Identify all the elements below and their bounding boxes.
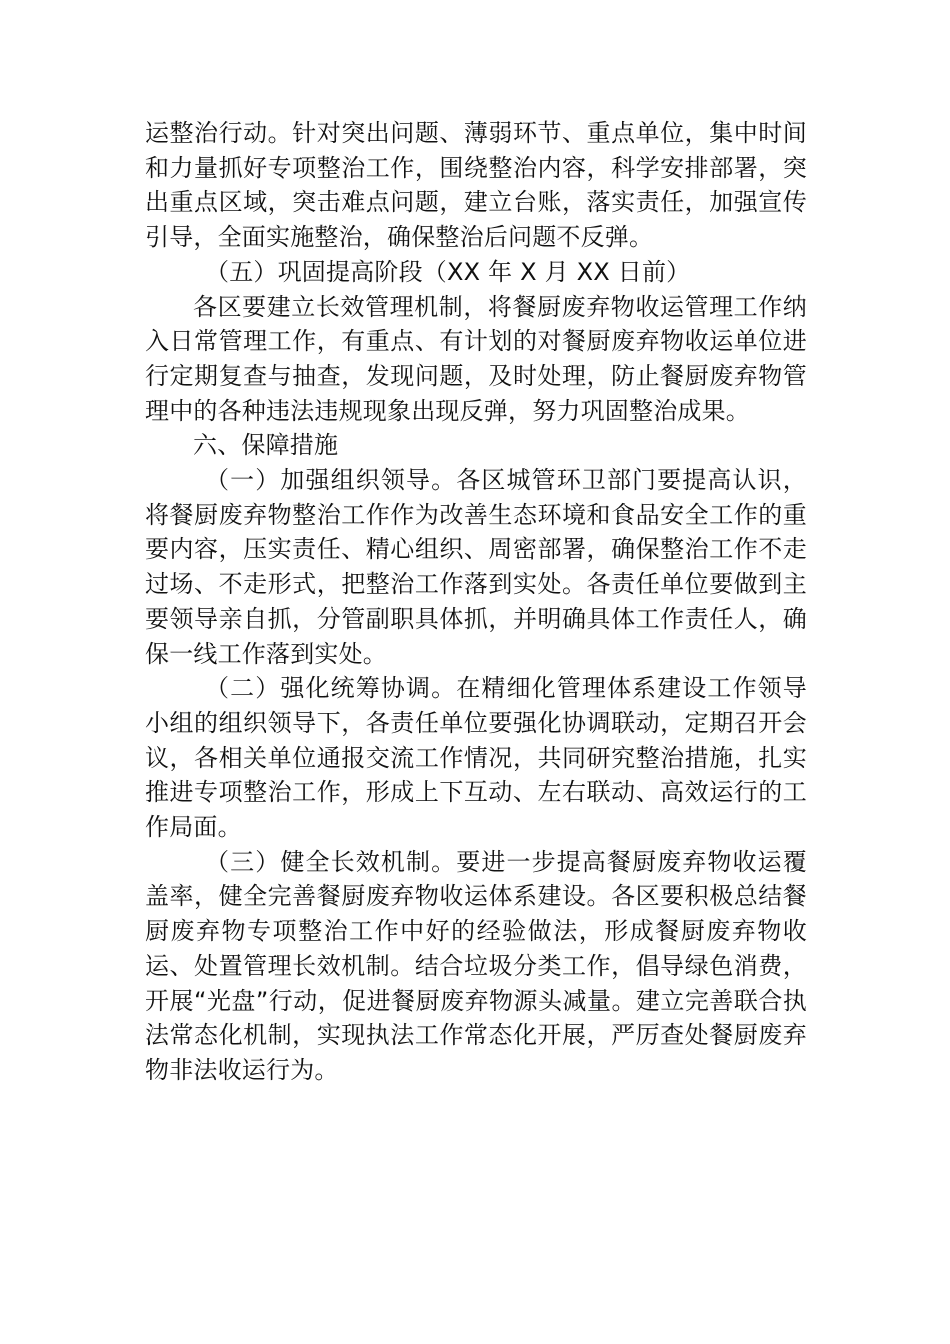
paragraph-stage-5: 各区要建立长效管理机制，将餐厨废弃物收运管理工作纳入日常管理工作，有重点、有计划的对餐厨废弃物收运单位进行定期复查与抽查，发现问题，及时处理，防止餐厨废弃物管理中的各种违法违规现象出现反弹，努力巩固整治成果。 [145,292,807,425]
paragraph-measure-3: （三）健全长效机制。要进一步提高餐厨废弃物收运覆盖率，健全完善餐厨废弃物收运体系建设。各区要积极总结餐厨废弃物专项整治工作中好的经验做法，形成餐厨废弃物收运、处置管理长效机制。结合垃圾分类工作，倡导绿色消费，开展“光盘”行动，促进餐厨废弃物源头减量。建立完善联合执法常态化机制，实现执法工作常态化开展，严厉查处餐厨废弃物非法收运行为。 [145,847,807,1084]
paragraph-continuation: 运整治行动。针对突出问题、薄弱环节、重点单位，集中时间和力量抓好专项整治工作，围绕整治内容，科学安排部署，突出重点区域，突击难点问题，建立台账，落实责任，加强宣传引导，全面实施整治，确保整治后问题不反弹。 [145,119,807,252]
paragraph-measure-2: （二）强化统筹协调。在精细化管理体系建设工作领导小组的组织领导下，各责任单位要强化协调联动，定期召开会议，各相关单位通报交流工作情况，共同研究整治措施，扎实推进专项整治工作，形成上下互动、左右联动、高效运行的工作局面。 [145,674,807,842]
document-body [145,116,807,1088]
paragraph-measure-1: （一）加强组织领导。各区城管环卫部门要提高认识，将餐厨废弃物整治工作作为改善生态环境和食品安全工作的重要内容，压实责任、精心组织、周密部署，确保整治工作不走过场、不走形式，把整治工作落到实处。各责任单位要做到主要领导亲自抓，分管副职具体抓，并明确具体工作责任人，确保一线工作落到实处。 [145,466,807,668]
heading-stage-5: （五）巩固提高阶段（XX 年 X 月 XX 日前） [205,257,691,286]
heading-section-6: 六、保障措施 [193,431,339,460]
